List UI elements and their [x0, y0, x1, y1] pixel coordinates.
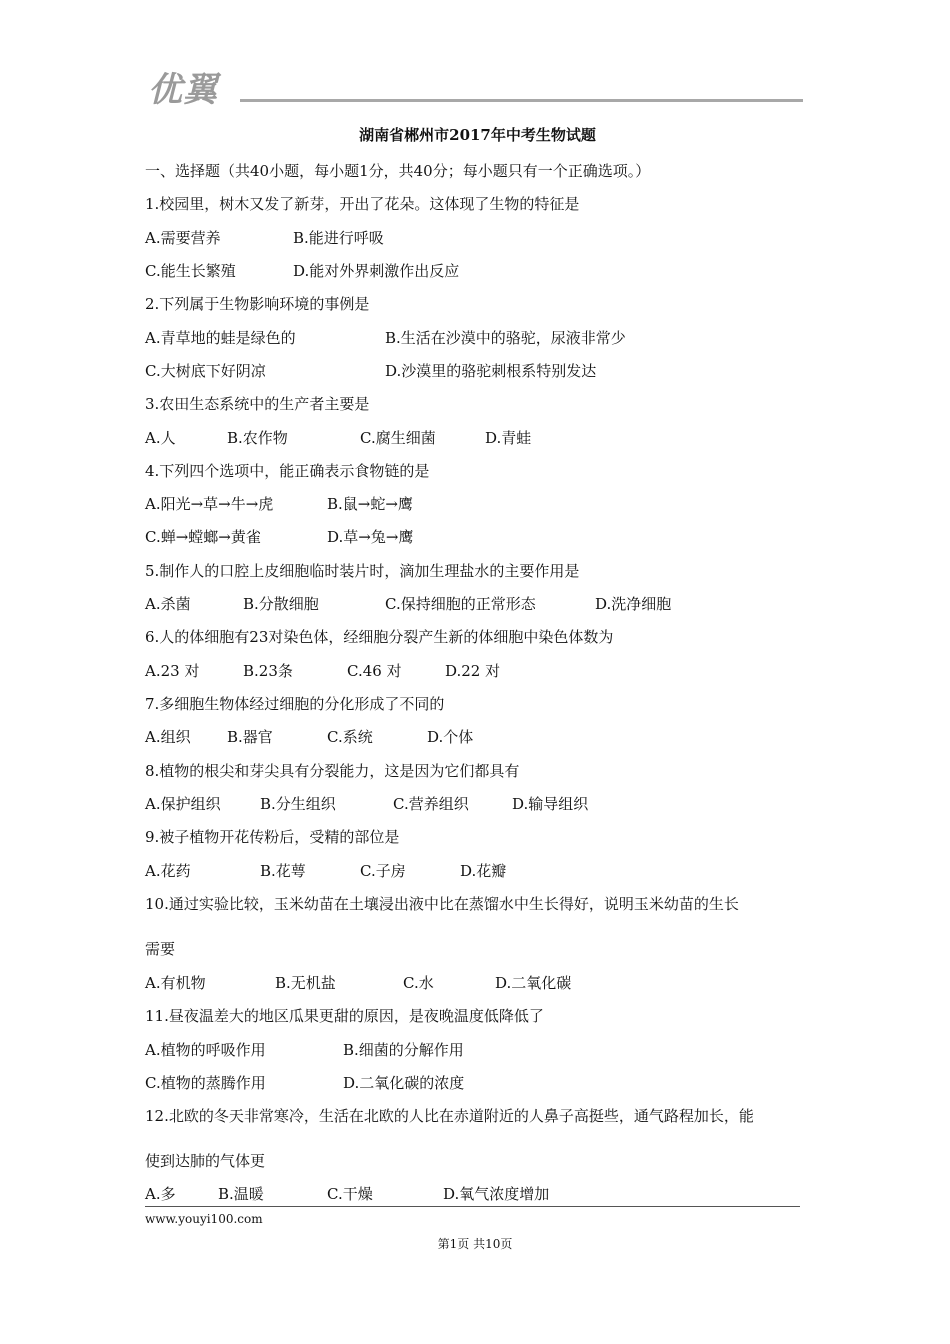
- question-11-option: B.细菌的分解作用: [343, 1041, 464, 1059]
- question-6-option: A.23 对: [145, 662, 200, 680]
- question-3-option: B.农作物: [227, 429, 288, 447]
- question-5-option: B.分散细胞: [243, 595, 319, 613]
- question-2-option: D.沙漠里的骆驼刺根系特别发达: [385, 362, 597, 380]
- question-3-option: D.青蛙: [485, 429, 532, 447]
- question-2-stem: 2.下列属于生物影响环境的事例是: [145, 295, 370, 313]
- header-divider: [240, 99, 803, 102]
- page-number: 第1页 共10页: [437, 1237, 513, 1251]
- question-12-stem: 12.北欧的冬天非常寒冷，生活在北欧的人比在赤道附近的人鼻子高挺些，通气路程加长，能: [145, 1107, 754, 1125]
- question-6-option: D.22 对: [445, 662, 501, 680]
- question-12-stem: 使到达肺的气体更: [145, 1152, 266, 1170]
- question-10-option: C.水: [403, 974, 434, 992]
- question-2-option: A.青草地的蛙是绿色的: [145, 329, 296, 347]
- question-9-option: A.花药: [145, 862, 191, 880]
- question-10-option: D.二氧化碳: [495, 974, 572, 992]
- question-3-option: C.腐生细菌: [360, 429, 436, 447]
- footer-divider: [145, 1206, 800, 1207]
- question-8-option: A.保护组织: [145, 795, 221, 813]
- question-1-option: D.能对外界刺激作出反应: [293, 262, 460, 280]
- question-3-option: A.人: [145, 429, 176, 447]
- question-9-option: C.子房: [360, 862, 406, 880]
- question-10-option: A.有机物: [145, 974, 206, 992]
- question-1-option: C.能生长繁殖: [145, 262, 236, 280]
- question-5-option: A.杀菌: [145, 595, 191, 613]
- question-4-option: A.阳光→草→牛→虎: [145, 495, 274, 513]
- question-6-option: B.23条: [243, 662, 293, 680]
- footer-url[interactable]: www.youyi100.com: [145, 1212, 263, 1226]
- question-12-option: C.干燥: [327, 1185, 373, 1203]
- question-4-option: D.草→兔→鹰: [327, 528, 414, 546]
- question-7-stem: 7.多细胞生物体经过细胞的分化形成了不同的: [145, 695, 445, 713]
- question-9-option: D.花瓣: [460, 862, 507, 880]
- question-12-option: D.氧气浓度增加: [443, 1185, 550, 1203]
- question-1-option: A.需要营养: [145, 229, 221, 247]
- question-7-option: B.器官: [227, 728, 273, 746]
- question-2-option: B.生活在沙漠中的骆驼，尿液非常少: [385, 329, 626, 347]
- question-7-option: A.组织: [145, 728, 191, 746]
- question-10-option: B.无机盐: [275, 974, 336, 992]
- question-3-stem: 3.农田生态系统中的生产者主要是: [145, 395, 370, 413]
- question-4-option: B.鼠→蛇→鹰: [327, 495, 413, 513]
- question-9-stem: 9.被子植物开花传粉后，受精的部位是: [145, 828, 400, 846]
- question-8-option: D.输导组织: [512, 795, 589, 813]
- question-11-option: D.二氧化碳的浓度: [343, 1074, 465, 1092]
- question-7-option: C.系统: [327, 728, 373, 746]
- logo: 优翼: [148, 70, 218, 110]
- question-11-stem: 11.昼夜温差大的地区瓜果更甜的原因，是夜晚温度低降低了: [145, 1007, 544, 1025]
- question-8-stem: 8.植物的根尖和芽尖具有分裂能力，这是因为它们都具有: [145, 762, 520, 780]
- question-6-option: C.46 对: [347, 662, 402, 680]
- question-5-stem: 5.制作人的口腔上皮细胞临时装片时，滴加生理盐水的主要作用是: [145, 562, 580, 580]
- question-2-option: C.大树底下好阴凉: [145, 362, 266, 380]
- question-8-option: B.分生组织: [260, 795, 336, 813]
- question-10-stem: 需要: [145, 940, 176, 958]
- question-8-option: C.营养组织: [393, 795, 469, 813]
- section-heading: 一、选择题（共40小题，每小题1分，共40分；每小题只有一个正确选项。）: [145, 162, 651, 180]
- question-1-option: B.能进行呼吸: [293, 229, 384, 247]
- question-7-option: D.个体: [427, 728, 474, 746]
- question-5-option: D.洗净细胞: [595, 595, 672, 613]
- page-title: 湖南省郴州市2017年中考生物试题: [359, 126, 596, 144]
- question-4-stem: 4.下列四个选项中，能正确表示食物链的是: [145, 462, 430, 480]
- question-10-stem: 10.通过实验比较，玉米幼苗在土壤浸出液中比在蒸馏水中生长得好，说明玉米幼苗的生长: [145, 895, 739, 913]
- question-9-option: B.花萼: [260, 862, 306, 880]
- question-1-stem: 1.校园里，树木又发了新芽，开出了花朵。这体现了生物的特征是: [145, 195, 580, 213]
- question-6-stem: 6.人的体细胞有23对染色体，经细胞分裂产生新的体细胞中染色体数为: [145, 628, 614, 646]
- question-12-option: B.温暖: [218, 1185, 264, 1203]
- question-5-option: C.保持细胞的正常形态: [385, 595, 536, 613]
- question-12-option: A.多: [145, 1185, 176, 1203]
- question-11-option: C.植物的蒸腾作用: [145, 1074, 266, 1092]
- question-4-option: C.蝉→螳螂→黄雀: [145, 528, 261, 546]
- question-11-option: A.植物的呼吸作用: [145, 1041, 266, 1059]
